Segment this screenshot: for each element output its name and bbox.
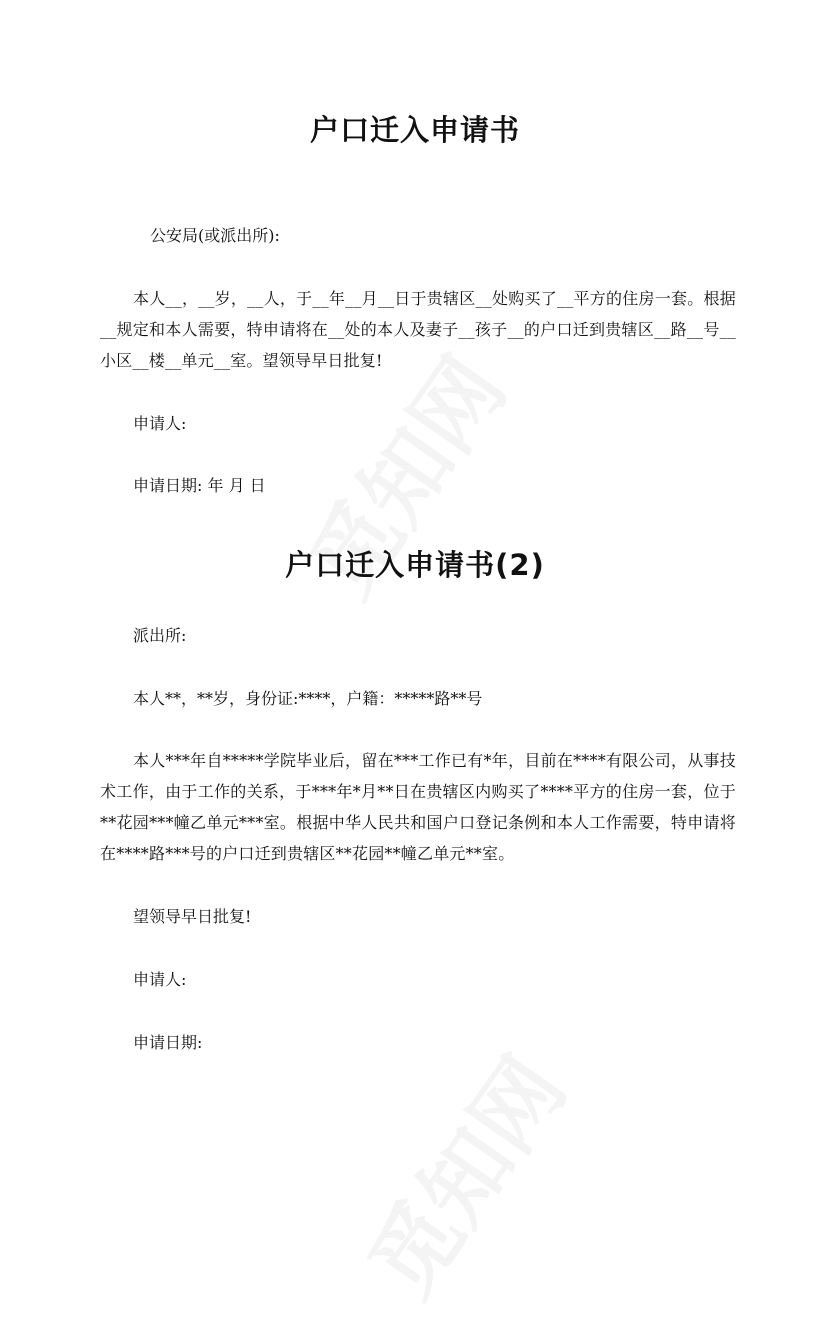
- approval-request: 望领导早日批复!: [133, 907, 252, 926]
- application-date-label-2: 申请日期:: [133, 1033, 203, 1052]
- document-title-2: 户口迁入申请书(2): [285, 548, 545, 582]
- personal-info-line: 本人**，**岁，身份证:****，户籍：*****路**号: [133, 689, 483, 708]
- body-paragraph-2: 本人***年自*****学院毕业后，留在***工作已有*年，目前在****有限公司，从事技术工作，由于工作的关系，于***年*月**日在贵辖区内购买了****平方的住房一套，位于**花园***幢乙单元***室。根据中华人民共和国户口登记条例和本人工作需要，特申请将在****路***号的户口迁到贵辖区**花园**幢乙单元**室。: [100, 751, 736, 863]
- applicant-label-2: 申请人:: [133, 970, 187, 989]
- applicant-label: 申请人:: [133, 414, 187, 433]
- application-date-label: 申请日期: 年 月 日: [133, 476, 266, 495]
- document-title: 户口迁入申请书: [309, 113, 520, 147]
- addressee-2: 派出所:: [133, 626, 187, 645]
- addressee: 公安局(或派出所):: [150, 226, 280, 245]
- body-paragraph: 本人__，__岁，__人，于__年__月__日于贵辖区__处购买了__平方的住房一套。根据__规定和本人需要，特申请将在__处的本人及妻子__孩子__的户口迁到贵辖区__路__号__小区__楼__单元__室。望领导早日批复!: [100, 289, 736, 370]
